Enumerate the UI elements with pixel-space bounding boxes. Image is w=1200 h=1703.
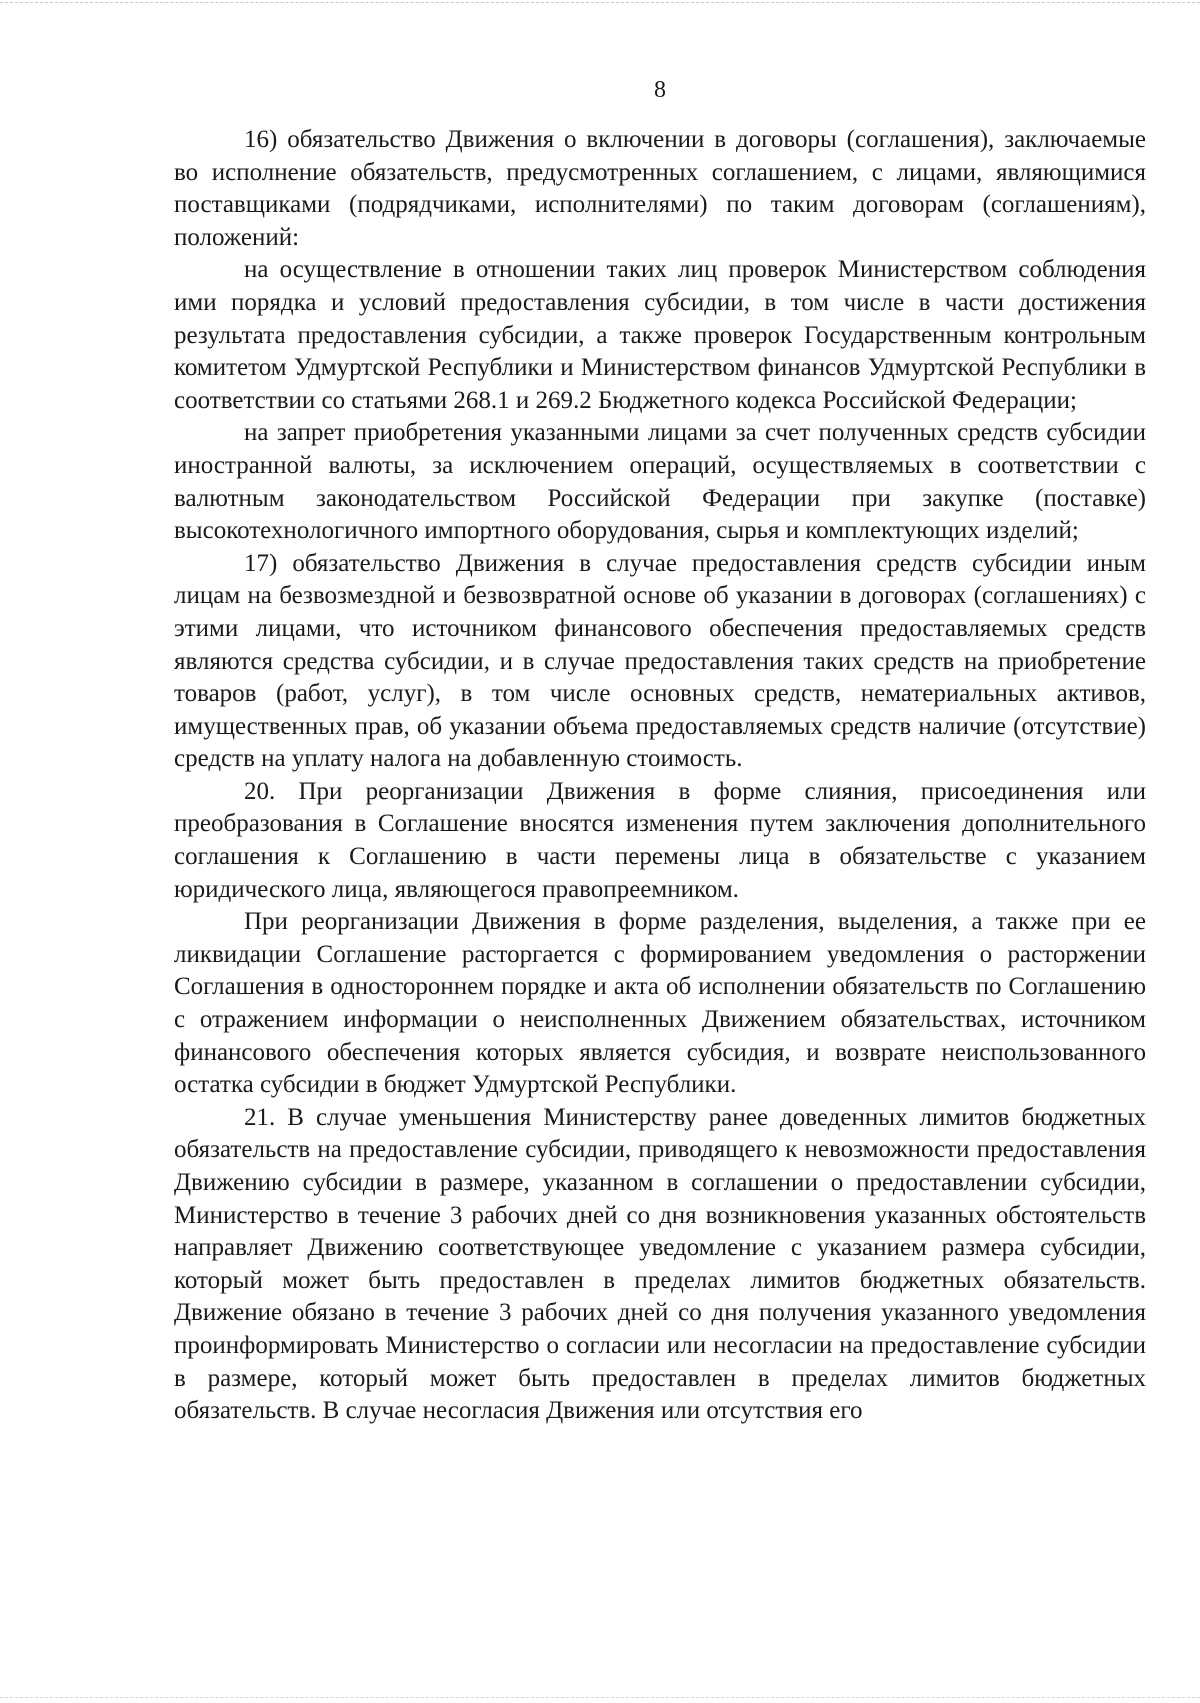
scan-edge-bottom	[0, 1697, 1200, 1699]
paragraph-20-reorganization: 20. При реорганизации Движения в форме слияния, присоединения или преобразования в Соглашение вносятся изменения путем заключения дополнительного соглашения к Соглашению в части перемены лица в обязательстве с указанием юридического лица, являющегося правопреемником.	[174, 777, 1146, 903]
paragraph-liquidation: При реорганизации Движения в форме разделения, выделения, а также при ее ликвидации Соглашение расторгается с формированием уведомления о расторжении Соглашения в одностороннем порядке и акта об исполнении обязательств по Соглашению с отражением информации о неисполненных Движением обязательствах, источником финансового обеспечения которых является субсидия, и возврате неиспользованного остатка субсидии в бюджет Удмуртской Республики.	[174, 908, 1146, 1099]
paragraph-inspections: на осуществление в отношении таких лиц проверок Министерством соблюдения ими порядка и условий предоставления субсидии, в том числе в части достижения результата предоставления субсидии, а также проверок Государственным контрольным комитетом Удмуртской Республики и Министерством финансов Удмуртской Республики в соответствии со статьями 268.1 и 269.2 Бюджетного кодекса Российской Федерации;	[174, 256, 1146, 414]
document-body	[174, 124, 1146, 1428]
paragraph-16-obligation: 16) обязательство Движения о включении в договоры (соглашения), заключаемые во исполнение обязательств, предусмотренных соглашением, с лицами, являющимися поставщиками (подрядчиками, исполнителями) по таким договорам (соглашениям), положений:	[174, 126, 1146, 251]
paragraph-currency-ban: на запрет приобретения указанными лицами за счет полученных средств субсидии иностранной валюты, за исключением операций, осуществляемых в соответствии с валютным законодательством Российской Федерации при закупке (поставке) высокотехнологичного импортного оборудования, сырья и комплектующих изделий;	[174, 419, 1146, 545]
scan-edge-top	[0, 2, 1200, 4]
paragraph-17-obligation: 17) обязательство Движения в случае предоставления средств субсидии иным лицам на безвозмездной и безвозвратной основе об указании в договорах (соглашениях) с этими лицами, что источником финансового обеспечения предоставляемых средств являются средства субсидии, и в случае предоставления таких средств на приобретение товаров (работ, услуг), в том числе основных средств, нематериальных активов, имущественных прав, об указании объема предоставляемых средств наличие (отсутствие) средств на уплату налога на добавленную стоимость.	[174, 549, 1146, 773]
paragraph-21-limits: 21. В случае уменьшения Министерству ранее доведенных лимитов бюджетных обязательств на предоставление субсидии, приводящего к невозможности предоставления Движению субсидии в размере, указанном в соглашении о предоставлении субсидии, Министерство в течение 3 рабочих дней со дня возникновения указанных обстоятельств направляет Движению соответствующее уведомление с указанием размера субсидии, который может быть предоставлен в пределах лимитов бюджетных обязательств. Движение обязано в течение 3 рабочих дней со дня получения указанного уведомления проинформировать Министерство о согласии или несогласии на предоставление субсидии в размере, который может быть предоставлен в пределах лимитов бюджетных обязательств. В случае несогласия Движения или отсутствия его	[174, 1103, 1146, 1425]
page-number: 8	[654, 77, 666, 103]
